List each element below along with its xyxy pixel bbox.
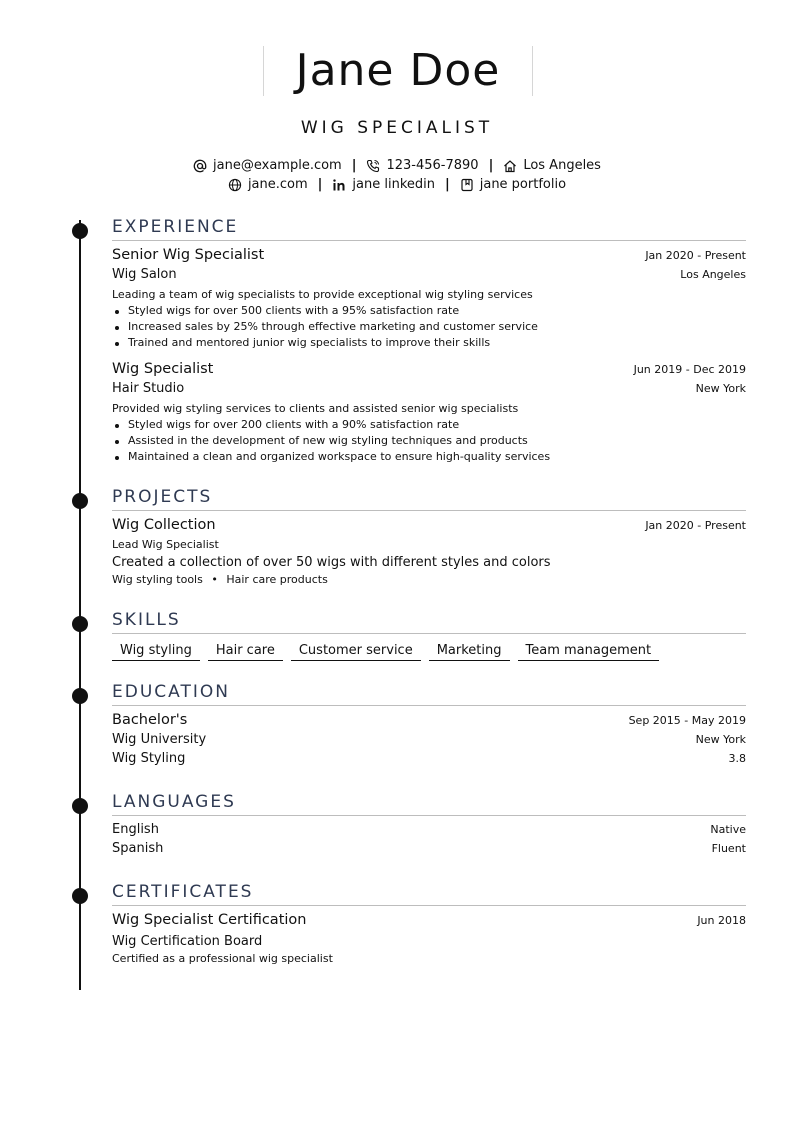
job-company: Hair Studio xyxy=(112,381,185,396)
job-dates: Jan 2020 - Present xyxy=(645,249,746,262)
project-dates: Jan 2020 - Present xyxy=(645,519,746,532)
contact-separator: | xyxy=(444,177,450,192)
list-item: Styled wigs for over 500 clients with a 95% satisfaction rate xyxy=(112,303,746,319)
certificate-name: Wig Specialist Certification xyxy=(112,912,307,928)
contact-phone[interactable]: 123-456-7890 xyxy=(366,158,478,173)
section-title: CERTIFICATES xyxy=(112,881,746,906)
project-name: Wig Collection xyxy=(112,517,216,533)
skill-tag: Wig styling xyxy=(112,642,200,661)
gpa: 3.8 xyxy=(728,752,746,765)
list-item: Styled wigs for over 200 clients with a 90% satisfaction rate xyxy=(112,417,746,433)
job-role: Senior Wig Specialist xyxy=(112,247,265,263)
project-description: Created a collection of over 50 wigs with different styles and colors xyxy=(112,555,551,570)
portfolio-icon xyxy=(460,178,474,192)
timeline-dot xyxy=(72,888,88,904)
contact-separator: | xyxy=(351,158,357,173)
job-company: Wig Salon xyxy=(112,267,177,282)
timeline-dot xyxy=(72,688,88,704)
candidate-name: Jane Doe xyxy=(295,45,501,96)
contact-separator: | xyxy=(488,158,494,173)
projects-section xyxy=(112,486,746,588)
languages-list xyxy=(112,822,746,860)
list-item: Assisted in the development of new wig styling techniques and products xyxy=(112,433,746,449)
contact-location: Los Angeles xyxy=(503,158,601,173)
contact-portfolio[interactable]: jane portfolio xyxy=(460,177,566,192)
timeline-dot xyxy=(72,223,88,239)
languages-section xyxy=(112,791,746,860)
job-summary: Leading a team of wig specialists to provide exceptional wig styling services xyxy=(112,288,533,301)
project-keywords xyxy=(112,572,746,588)
language-name: English xyxy=(112,822,159,837)
language-row xyxy=(112,841,746,860)
section-title: SKILLS xyxy=(112,609,746,634)
skill-tag: Customer service xyxy=(291,642,421,661)
name-block xyxy=(263,46,533,96)
contact-linkedin[interactable]: jane linkedin xyxy=(332,177,435,192)
skill-tag: Team management xyxy=(518,642,660,661)
list-item: Maintained a clean and organized workspace to ensure high-quality services xyxy=(112,449,746,465)
keyword: Hair care products xyxy=(226,573,328,586)
contact-line-2 xyxy=(0,177,794,192)
project-entry xyxy=(112,517,746,588)
experience-section xyxy=(112,216,746,465)
job-role: Wig Specialist xyxy=(112,361,214,377)
job-title: WIG SPECIALIST xyxy=(300,118,494,138)
phone-icon xyxy=(366,159,380,173)
certificate-description: Certified as a professional wig specialist xyxy=(112,952,333,965)
contact-email[interactable]: jane@example.com xyxy=(193,158,342,173)
degree: Bachelor's xyxy=(112,712,188,728)
education-dates: Sep 2015 - May 2019 xyxy=(628,714,746,727)
contact-line-1 xyxy=(0,158,794,173)
section-title: EXPERIENCE xyxy=(112,216,746,241)
job-summary: Provided wig styling services to clients and assisted senior wig specialists xyxy=(112,402,519,415)
timeline-dot xyxy=(72,616,88,632)
education-entry xyxy=(112,712,746,770)
timeline-line xyxy=(79,220,81,990)
certificate-date: Jun 2018 xyxy=(697,914,746,927)
section-title: LANGUAGES xyxy=(112,791,746,816)
list-item: Trained and mentored junior wig specialists to improve their skills xyxy=(112,335,746,351)
section-title: EDUCATION xyxy=(112,681,746,706)
linkedin-icon xyxy=(332,178,346,192)
keyword-separator: • xyxy=(211,573,218,586)
certificates-section xyxy=(112,881,746,967)
home-icon xyxy=(503,159,517,173)
keyword: Wig styling tools xyxy=(112,573,203,586)
globe-icon xyxy=(228,178,242,192)
language-row xyxy=(112,822,746,841)
language-level: Native xyxy=(710,823,746,836)
section-title: PROJECTS xyxy=(112,486,746,511)
list-item: Increased sales by 25% through effective marketing and customer service xyxy=(112,319,746,335)
experience-entry xyxy=(112,361,746,465)
timeline-dot xyxy=(72,798,88,814)
language-name: Spanish xyxy=(112,841,164,856)
certificate-entry xyxy=(112,912,746,967)
school-location: New York xyxy=(695,733,746,746)
at-icon xyxy=(193,159,207,173)
job-dates: Jun 2019 - Dec 2019 xyxy=(633,363,746,376)
experience-entry xyxy=(112,247,746,351)
job-bullets xyxy=(112,303,746,351)
contact-separator: | xyxy=(317,177,323,192)
skill-tags xyxy=(112,642,746,661)
certificate-issuer: Wig Certification Board xyxy=(112,934,263,949)
project-role: Lead Wig Specialist xyxy=(112,538,219,551)
job-location: Los Angeles xyxy=(680,268,746,281)
field-of-study: Wig Styling xyxy=(112,751,186,766)
skill-tag: Hair care xyxy=(208,642,283,661)
job-location: New York xyxy=(695,382,746,395)
education-section xyxy=(112,681,746,770)
contact-website[interactable]: jane.com xyxy=(228,177,308,192)
skills-section xyxy=(112,609,746,661)
language-level: Fluent xyxy=(711,842,746,855)
school: Wig University xyxy=(112,732,207,747)
job-bullets xyxy=(112,417,746,465)
timeline-dot xyxy=(72,493,88,509)
skill-tag: Marketing xyxy=(429,642,510,661)
